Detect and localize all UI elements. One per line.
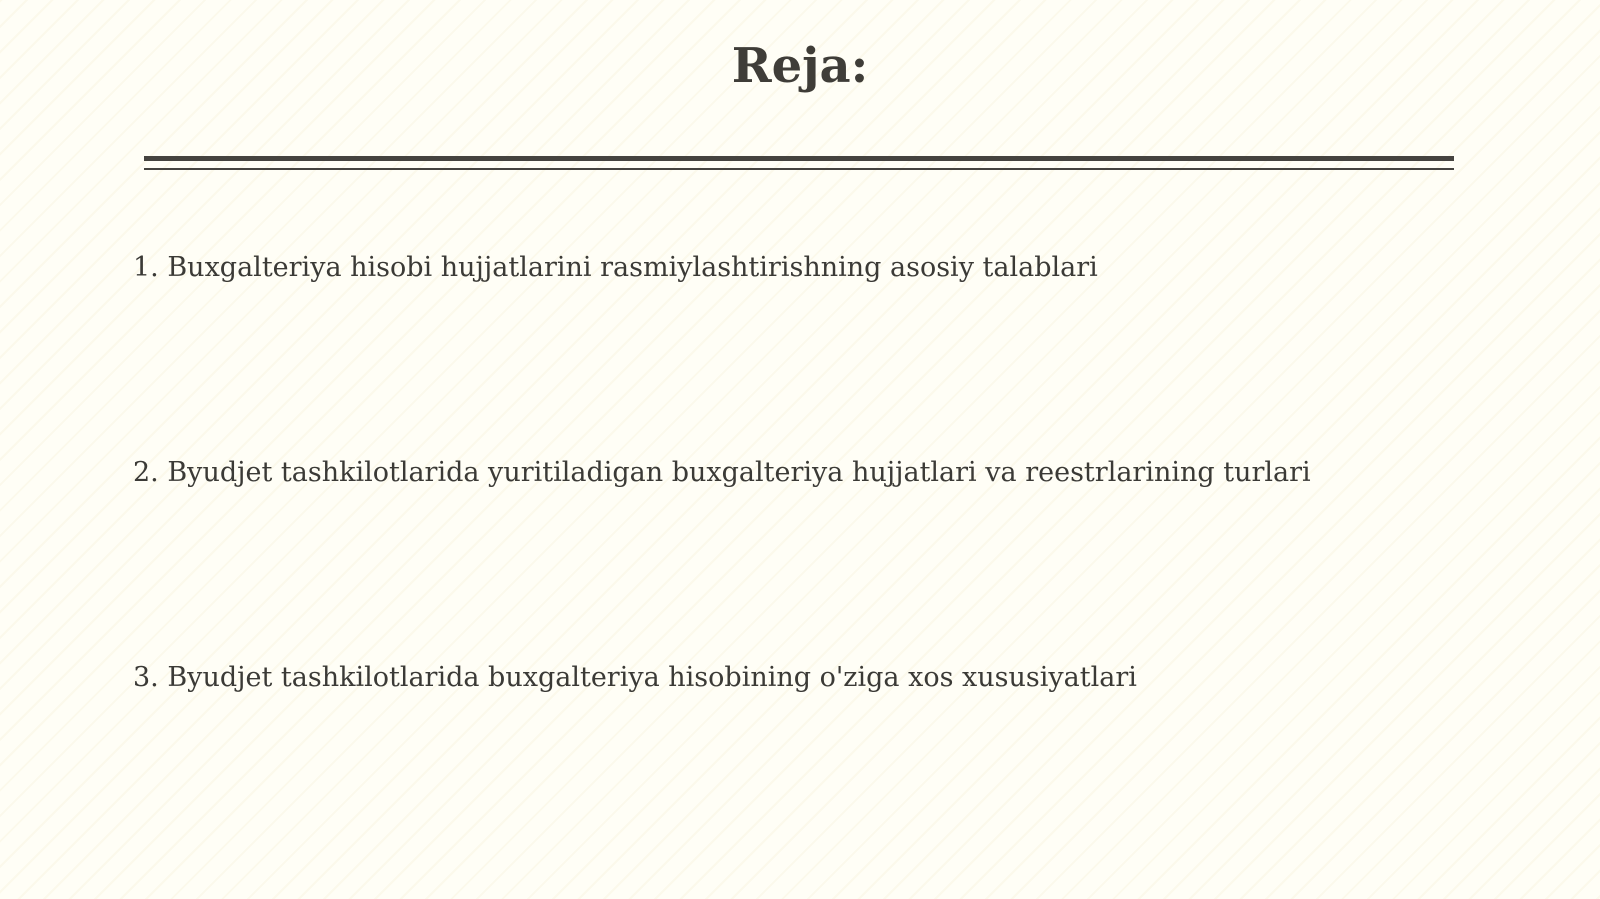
slide-title: Reja:	[731, 38, 869, 94]
plan-item-3: 3. Byudjet tashkilotlarida buxgalteriya hisobining o'ziga xos xususiyatlari	[133, 662, 1137, 693]
title-divider-thin	[144, 168, 1454, 170]
plan-item-2: 2. Byudjet tashkilotlarida yuritiladigan buxgalteriya hujjatlari va reestrlarining turlari	[133, 457, 1311, 488]
plan-item-1: 1. Buxgalteriya hisobi hujjatlarini rasmiylashtirishning asosiy talablari	[133, 252, 1098, 283]
title-divider-thick	[144, 156, 1454, 161]
